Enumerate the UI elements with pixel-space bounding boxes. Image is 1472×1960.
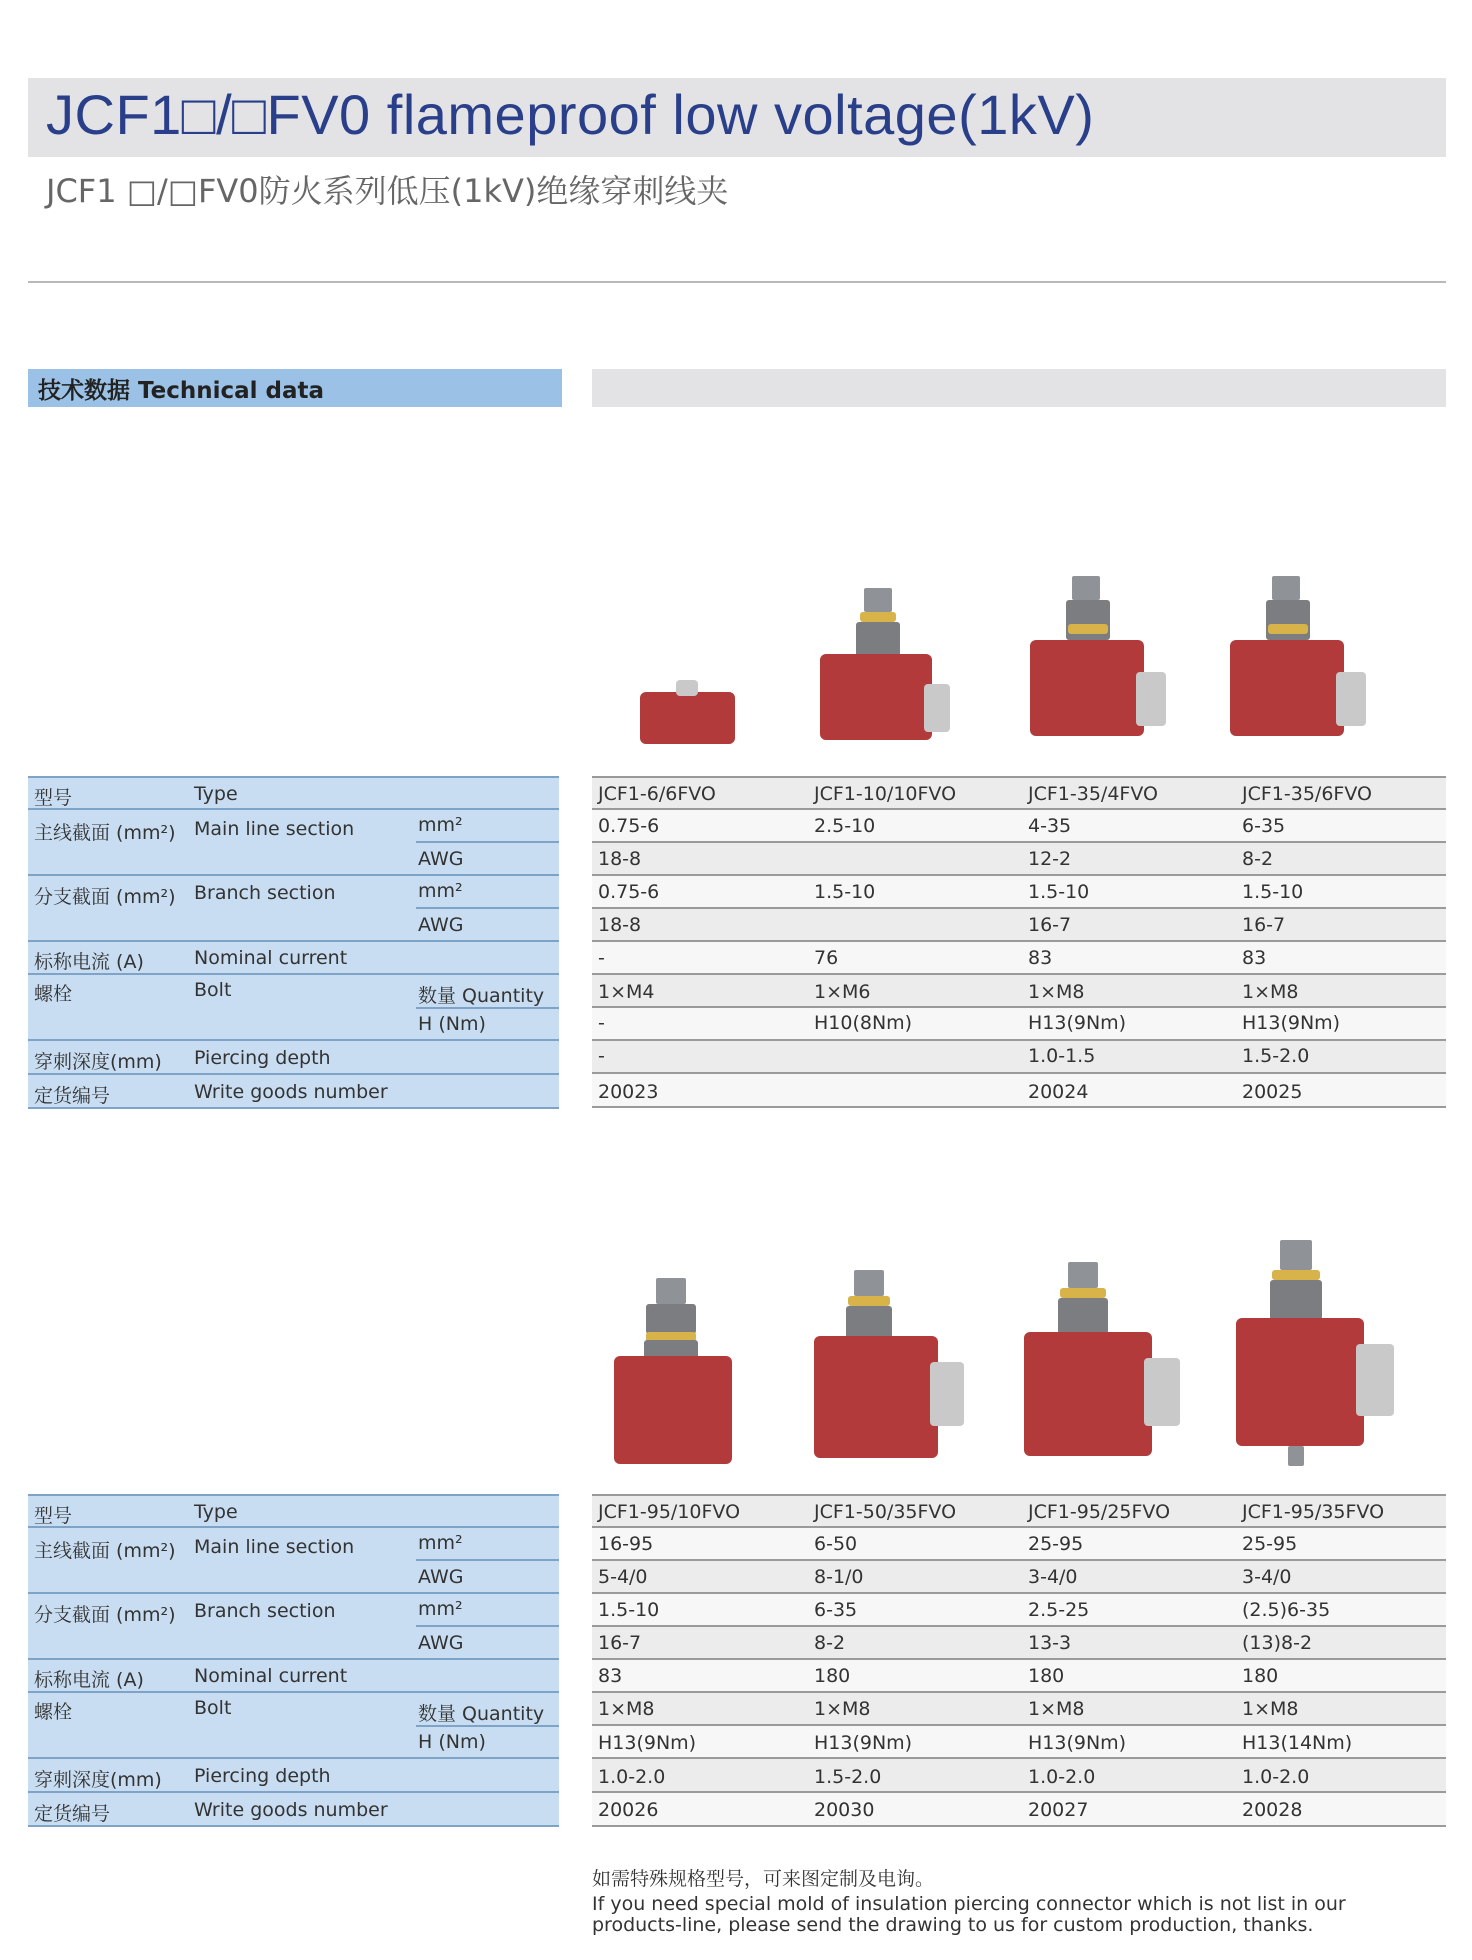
label-row-bolt — [28, 1693, 559, 1759]
cell-current: 83 — [1242, 947, 1267, 969]
cell-main-mm2: 6-50 — [814, 1533, 858, 1555]
cell-goods: 20026 — [598, 1799, 659, 1821]
label-goods-cn: 定货编号 — [34, 1085, 111, 1107]
cell-goods: 20025 — [1242, 1081, 1303, 1103]
table2-row-main-awg — [592, 1561, 1446, 1594]
table1-row-main-mm2 — [592, 810, 1446, 843]
label-branch-en: Branch section — [194, 1600, 336, 1622]
cell-depth: 1.0-1.5 — [1028, 1045, 1096, 1067]
cell-branch-awg: 16-7 — [598, 1632, 642, 1654]
cell-main-mm2: 2.5-10 — [814, 815, 876, 837]
cell-branch-mm2: 1.5-10 — [814, 881, 876, 903]
cell-current: 83 — [598, 1665, 623, 1687]
label-goods-cn: 定货编号 — [34, 1803, 111, 1825]
cell-type: JCF1-35/6FVO — [1242, 783, 1372, 805]
label-unit-awg: AWG — [418, 1566, 464, 1588]
table2-row-goods — [592, 1793, 1446, 1827]
label-row-bolt — [28, 975, 559, 1041]
cell-depth: 1.0-2.0 — [598, 1766, 666, 1788]
cell-main-mm2: 25-95 — [1242, 1533, 1298, 1555]
label-depth-en: Piercing depth — [194, 1765, 331, 1787]
label-depth-cn: 穿刺深度(mm) — [34, 1051, 162, 1073]
label-unit-mm2: mm² — [418, 814, 463, 836]
cell-depth: 1.0-2.0 — [1242, 1766, 1310, 1788]
cell-depth: 1.0-2.0 — [1028, 1766, 1096, 1788]
table1-values — [592, 776, 1446, 1108]
label-main-en: Main line section — [194, 1536, 355, 1558]
label-row-main — [28, 1528, 559, 1594]
sub-divider — [416, 1559, 559, 1561]
cell-bolt-qty: 1×M8 — [1242, 1698, 1299, 1720]
table1-row-depth — [592, 1041, 1446, 1074]
product-image-jcf1-95-10 — [614, 1278, 734, 1468]
header-divider — [28, 281, 1446, 283]
cell-depth: 1.5-2.0 — [1242, 1045, 1310, 1067]
table1-row-main-awg — [592, 843, 1446, 876]
cell-bolt-h: H13(9Nm) — [1242, 1012, 1341, 1034]
label-row-main — [28, 810, 559, 876]
label-current-en: Nominal current — [194, 1665, 348, 1687]
sub-divider — [416, 907, 559, 909]
product-image-jcf1-10-10 — [820, 588, 950, 756]
cell-branch-awg: 16-7 — [1028, 914, 1072, 936]
product-image-jcf1-95-35 — [1236, 1240, 1396, 1470]
page-subtitle: JCF1 □/□FV0防火系列低压(1kV)绝缘穿刺线夹 — [46, 172, 729, 210]
label-qty: 数量 Quantity — [418, 985, 545, 1007]
cell-current: 180 — [814, 1665, 851, 1687]
section-title: 技术数据 Technical data — [38, 378, 325, 404]
label-bolt-cn: 螺栓 — [34, 983, 73, 1005]
table2-labels — [28, 1494, 559, 1827]
product-image-jcf1-35-4 — [1030, 576, 1170, 756]
label-branch-cn: 分支截面 (mm²) — [34, 886, 176, 908]
cell-main-mm2: 25-95 — [1028, 1533, 1084, 1555]
label-type-cn: 型号 — [34, 1505, 73, 1527]
footnote-en-line2: products-line, please send the drawing to us for custom production, thanks. — [592, 1914, 1314, 1936]
table1-row-branch-awg — [592, 909, 1446, 942]
label-unit-mm2: mm² — [418, 880, 463, 902]
cell-main-mm2: 16-95 — [598, 1533, 654, 1555]
table2-row-branch-awg — [592, 1627, 1446, 1660]
product-image-jcf1-35-6 — [1230, 576, 1370, 756]
label-row-branch — [28, 876, 559, 942]
cell-branch-awg: 18-8 — [598, 914, 642, 936]
label-row-branch — [28, 1594, 559, 1660]
product-image-jcf1-6-6 — [640, 680, 735, 755]
table2-row-type — [592, 1494, 1446, 1528]
cell-branch-mm2: (2.5)6-35 — [1242, 1599, 1331, 1621]
cell-type: JCF1-50/35FVO — [814, 1501, 957, 1523]
cell-bolt-qty: 1×M8 — [1028, 981, 1085, 1003]
cell-main-awg: 8-1/0 — [814, 1566, 864, 1588]
label-bolt-en: Bolt — [194, 1697, 232, 1719]
cell-type: JCF1-95/10FVO — [598, 1501, 741, 1523]
table2-row-current — [592, 1660, 1446, 1693]
table1-labels — [28, 776, 559, 1109]
cell-current: 83 — [1028, 947, 1053, 969]
label-row-goods — [28, 1075, 559, 1109]
product-image-jcf1-50-35 — [814, 1270, 964, 1470]
label-row-type — [28, 776, 559, 810]
cell-branch-awg: 16-7 — [1242, 914, 1286, 936]
cell-current: 180 — [1242, 1665, 1279, 1687]
cell-main-awg: 3-4/0 — [1028, 1566, 1078, 1588]
label-main-en: Main line section — [194, 818, 355, 840]
section-bar-right — [592, 369, 1446, 407]
table2-row-bolt-qty — [592, 1693, 1446, 1726]
table1-row-current — [592, 942, 1446, 975]
label-unit-mm2: mm² — [418, 1598, 463, 1620]
cell-branch-awg: 8-2 — [814, 1632, 846, 1654]
label-main-cn: 主线截面 (mm²) — [34, 822, 176, 844]
table1-row-type — [592, 776, 1446, 810]
cell-branch-mm2: 1.5-10 — [1242, 881, 1304, 903]
label-unit-awg: AWG — [418, 1632, 464, 1654]
cell-bolt-h: H13(9Nm) — [598, 1732, 697, 1754]
cell-current: 180 — [1028, 1665, 1065, 1687]
cell-branch-mm2: 0.75-6 — [598, 881, 660, 903]
cell-main-mm2: 4-35 — [1028, 815, 1072, 837]
cell-main-awg: 3-4/0 — [1242, 1566, 1292, 1588]
cell-bolt-qty: 1×M6 — [814, 981, 871, 1003]
cell-bolt-h: - — [598, 1012, 605, 1034]
label-row-current — [28, 1660, 559, 1693]
label-depth-cn: 穿刺深度(mm) — [34, 1769, 162, 1791]
label-row-depth — [28, 1041, 559, 1075]
page-title: JCF1□/□FV0 flameproof low voltage(1kV) — [46, 83, 1095, 146]
label-depth-en: Piercing depth — [194, 1047, 331, 1069]
label-type-cn: 型号 — [34, 787, 73, 809]
cell-bolt-h: H13(14Nm) — [1242, 1732, 1353, 1754]
label-row-goods — [28, 1793, 559, 1827]
label-qty: 数量 Quantity — [418, 1703, 545, 1725]
table1-row-goods — [592, 1074, 1446, 1108]
cell-bolt-qty: 1×M8 — [1242, 981, 1299, 1003]
table1-row-bolt-h — [592, 1008, 1446, 1041]
cell-type: JCF1-10/10FVO — [814, 783, 957, 805]
cell-type: JCF1-95/35FVO — [1242, 1501, 1385, 1523]
cell-bolt-h: H10(8Nm) — [814, 1012, 913, 1034]
cell-type: JCF1-95/25FVO — [1028, 1501, 1171, 1523]
sub-divider — [416, 1725, 559, 1727]
label-main-cn: 主线截面 (mm²) — [34, 1540, 176, 1562]
label-current-cn: 标称电流 (A) — [34, 951, 144, 973]
label-type-en: Type — [194, 783, 238, 805]
label-row-depth — [28, 1759, 559, 1793]
cell-bolt-qty: 1×M8 — [814, 1698, 871, 1720]
table2-row-main-mm2 — [592, 1528, 1446, 1561]
footnote-en-line1: If you need special mold of insulation piercing connector which is not list in our — [592, 1893, 1346, 1915]
label-row-type — [28, 1494, 559, 1528]
table2-row-branch-mm2 — [592, 1594, 1446, 1627]
table1-row-bolt-qty — [592, 975, 1446, 1008]
label-type-en: Type — [194, 1501, 238, 1523]
label-bolt-cn: 螺栓 — [34, 1701, 73, 1723]
label-branch-cn: 分支截面 (mm²) — [34, 1604, 176, 1626]
label-h-nm: H (Nm) — [418, 1013, 486, 1035]
cell-main-awg: 5-4/0 — [598, 1566, 648, 1588]
label-unit-mm2: mm² — [418, 1532, 463, 1554]
label-bolt-en: Bolt — [194, 979, 232, 1001]
cell-goods: 20023 — [598, 1081, 659, 1103]
label-unit-awg: AWG — [418, 914, 464, 936]
cell-branch-mm2: 1.5-10 — [598, 1599, 660, 1621]
cell-current: - — [598, 947, 605, 969]
cell-goods: 20024 — [1028, 1081, 1089, 1103]
table1-row-branch-mm2 — [592, 876, 1446, 909]
table2-row-bolt-h — [592, 1726, 1446, 1759]
cell-current: 76 — [814, 947, 839, 969]
label-h-nm: H (Nm) — [418, 1731, 486, 1753]
label-goods-en: Write goods number — [194, 1799, 388, 1821]
cell-goods: 20030 — [814, 1799, 875, 1821]
cell-goods: 20027 — [1028, 1799, 1089, 1821]
cell-branch-awg: (13)8-2 — [1242, 1632, 1313, 1654]
cell-main-awg: 12-2 — [1028, 848, 1072, 870]
table2-row-depth — [592, 1759, 1446, 1793]
cell-branch-mm2: 6-35 — [814, 1599, 858, 1621]
product-image-jcf1-95-25 — [1024, 1262, 1180, 1470]
cell-type: JCF1-35/4FVO — [1028, 783, 1158, 805]
label-current-cn: 标称电流 (A) — [34, 1669, 144, 1691]
cell-bolt-qty: 1×M8 — [598, 1698, 655, 1720]
table2-values — [592, 1494, 1446, 1827]
sub-divider — [416, 1007, 559, 1009]
label-goods-en: Write goods number — [194, 1081, 388, 1103]
cell-branch-awg: 13-3 — [1028, 1632, 1072, 1654]
label-unit-awg: AWG — [418, 848, 464, 870]
cell-bolt-h: H13(9Nm) — [814, 1732, 913, 1754]
cell-depth: 1.5-2.0 — [814, 1766, 882, 1788]
cell-main-mm2: 6-35 — [1242, 815, 1286, 837]
label-current-en: Nominal current — [194, 947, 348, 969]
cell-bolt-h: H13(9Nm) — [1028, 1732, 1127, 1754]
footnote-cn: 如需特殊规格型号，可来图定制及电询。 — [592, 1868, 935, 1890]
cell-bolt-h: H13(9Nm) — [1028, 1012, 1127, 1034]
cell-main-awg: 18-8 — [598, 848, 642, 870]
cell-depth: - — [598, 1045, 605, 1067]
cell-main-mm2: 0.75-6 — [598, 815, 660, 837]
label-branch-en: Branch section — [194, 882, 336, 904]
cell-goods: 20028 — [1242, 1799, 1303, 1821]
cell-branch-mm2: 1.5-10 — [1028, 881, 1090, 903]
cell-bolt-qty: 1×M8 — [1028, 1698, 1085, 1720]
cell-main-awg: 8-2 — [1242, 848, 1274, 870]
cell-type: JCF1-6/6FVO — [598, 783, 716, 805]
label-row-current — [28, 942, 559, 975]
cell-bolt-qty: 1×M4 — [598, 981, 655, 1003]
sub-divider — [416, 841, 559, 843]
sub-divider — [416, 1625, 559, 1627]
cell-branch-mm2: 2.5-25 — [1028, 1599, 1090, 1621]
